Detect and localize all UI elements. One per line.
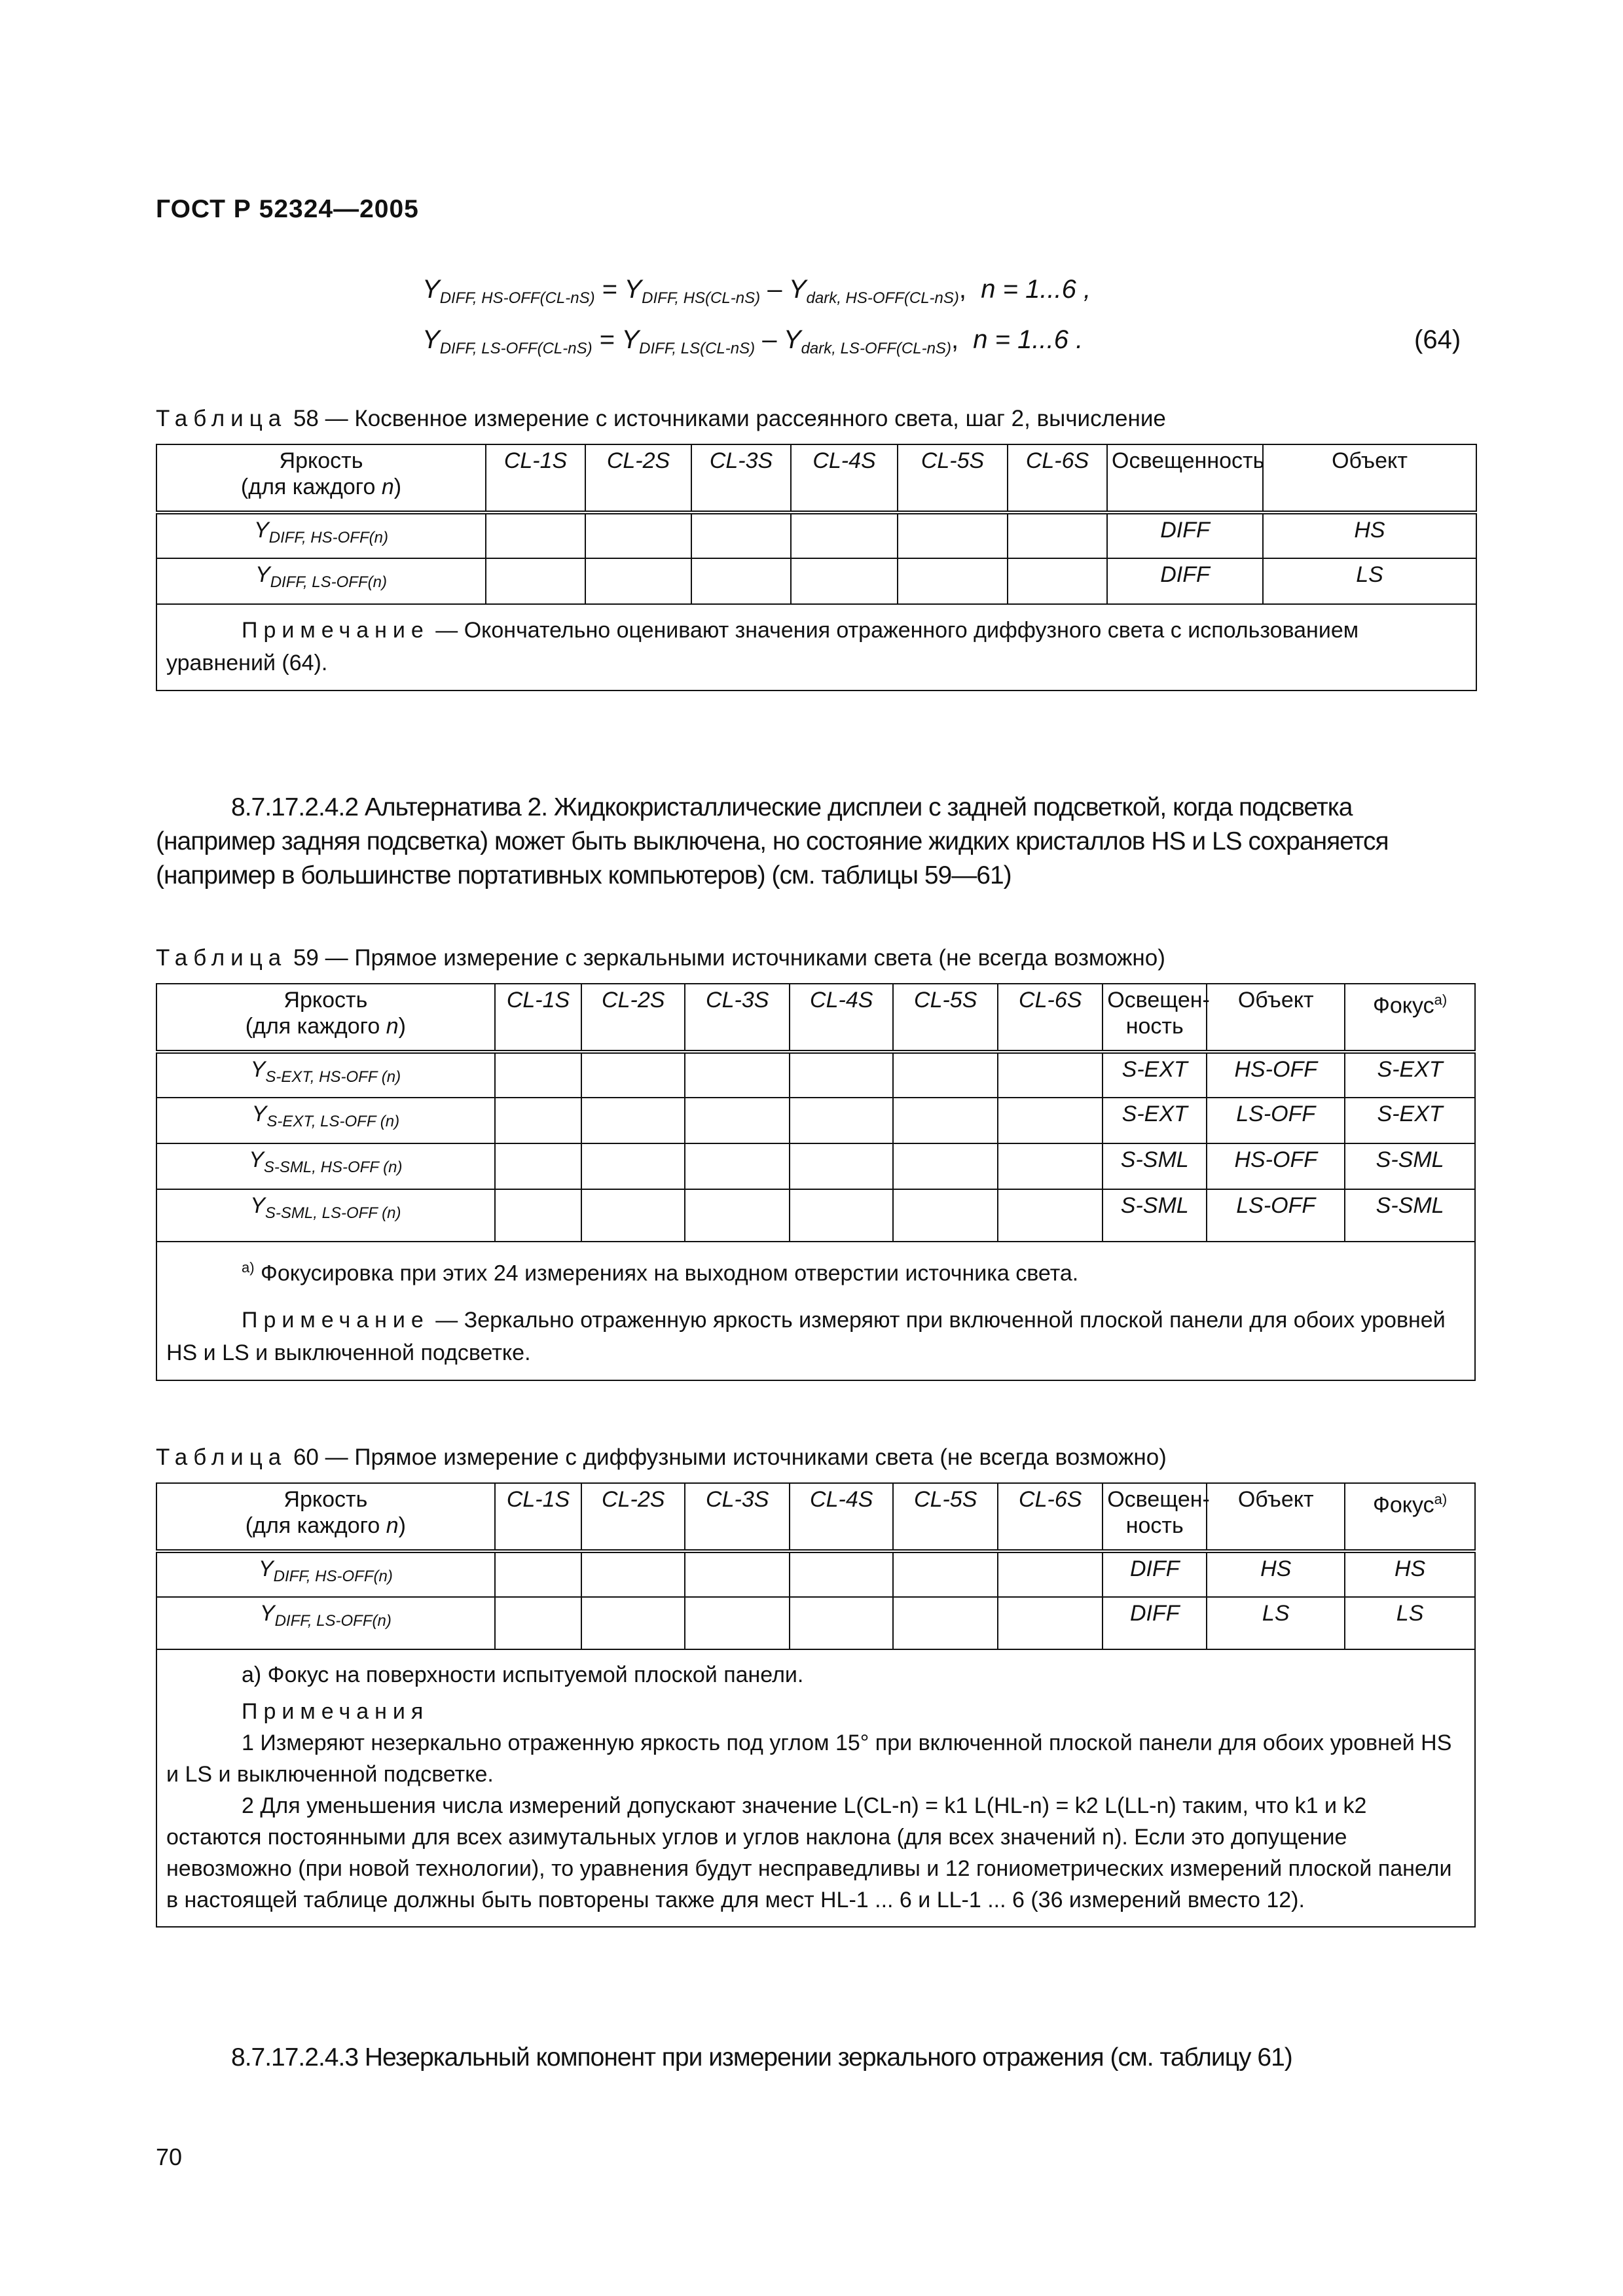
cell-light: S-SML [1103,1143,1207,1189]
header-cell: Объект [1263,444,1476,512]
cell-object: LS-OFF [1207,1098,1345,1143]
header-cell: CL-1S [486,444,585,512]
cell-focus: LS [1345,1597,1475,1649]
table58-caption: Таблица 58 — Косвенное измерение с источниками рассеянного света, шаг 2, вычисление [156,406,1166,431]
cell-object: HS [1263,512,1476,558]
row-label: $Y_{S-SML, LS-OFF (n)}$ [156,1189,495,1242]
row-label: $Y_{S-EXT, HS-OFF (n)}$ [156,1052,495,1098]
header-cell: CL-6S [1008,444,1107,512]
cell-light: DIFF [1107,512,1263,558]
cell-object: HS-OFF [1207,1052,1345,1098]
header-cell: CL-4S [790,1483,893,1551]
equation-2: $Y_{DIFF, LS-OFF(CL-nS)} = Y_{DIFF, LS(CL-nS)} - Y_{dark, LS-OFF(CL-nS)}$, n = 1...6 . [422,325,1084,357]
cell-light: S-EXT [1103,1098,1207,1143]
document-header: ГОСТ Р 52324—2005 [156,195,419,223]
cell-focus: S-SML [1345,1143,1475,1189]
cell-light: S-EXT [1103,1052,1207,1098]
table-60 [156,1482,1476,1928]
header-cell: Яркость (для каждого n) [156,444,486,512]
row-label: $Y_{DIFF, HS-OFF(n)}$ [156,512,486,558]
cell-light: DIFF [1107,558,1263,604]
header-cell: CL-3S [685,1483,790,1551]
header-cell: CL-3S [685,984,790,1052]
cell-focus: HS [1345,1551,1475,1597]
header-cell: CL-1S [495,984,582,1052]
equation-number: (64) [1414,325,1461,354]
header-cell: Фокус$^{а)}$ [1345,984,1475,1052]
cell-light: S-SML [1103,1189,1207,1242]
header-cell: CL-1S [495,1483,582,1551]
header-cell: CL-6S [998,1483,1103,1551]
header-cell: CL-2S [581,1483,685,1551]
cell-object: HS [1207,1551,1345,1597]
table-58 [156,444,1477,691]
header-cell: CL-6S [998,984,1103,1052]
row-label: $Y_{S-SML, HS-OFF (n)}$ [156,1143,495,1189]
equation-1: $Y_{DIFF, HS-OFF(CL-nS)} = Y_{DIFF, HS(CL-nS)} - Y_{dark, HS-OFF(CL-nS)}$, n = 1...6 , [422,275,1091,307]
table59-caption: Таблица 59 — Прямое измерение с зеркальными источниками света (не всегда возможно) [156,945,1165,971]
cell-focus: S-EXT [1345,1052,1475,1098]
header-cell: Яркость (для каждого n) [156,1483,495,1551]
table58-note: Примечание — Окончательно оценивают значения отраженного диффузного света с использованием уравнений (64). [156,604,1476,691]
header-cell: CL-4S [791,444,898,512]
table60-caption: Таблица 60 — Прямое измерение с диффузными источниками света (не всегда возможно) [156,1444,1167,1470]
header-cell: CL-2S [581,984,685,1052]
cell-light: DIFF [1103,1551,1207,1597]
header-cell: Освещенность [1107,444,1263,512]
cell-focus: S-EXT [1345,1098,1475,1143]
table60-note: а) Фокус на поверхности испытуемой плоской панели. Примечания 1 Измеряют незеркально отраженную яркость под углом 15° при включенной плоской панели для обоих уровней HS и LS и выключенной подсветке. 2 Для уменьшения числа измерений допускают значение L(CL-n) = k1 L(HL-n) = k2 L(LL-n) таким, что k1 и k2 остаются постоянными для всех азимутальных углов и углов наклона (для всех значений n). Если это допущение невозможно (при новой технологии), то уравнения будут несправедливы и 12 гониометрических измерений плоской панели в настоящей таблице должны быть повторены также для мест HL-1 ... 6 и LL-1 ... 6 (36 измерений вместо 12). [156,1649,1475,1927]
header-cell: Объект [1207,984,1345,1052]
header-cell: CL-5S [893,984,998,1052]
row-label: $Y_{DIFF, LS-OFF(n)}$ [156,558,486,604]
row-label: $Y_{DIFF, HS-OFF(n)}$ [156,1551,495,1597]
header-cell: Освещен- ность [1103,984,1207,1052]
table59-note: $^{а)}$ Фокусировка при этих 24 измерениях на выходном отверстии источника света. Примечание — Зеркально отраженную яркость измеряют при включенной плоской панели для обоих уровней HS и LS и выключенной подсветке. [156,1242,1475,1380]
paragraph-section: 8.7.17.2.4.3 Незеркальный компонент при измерении зеркального отражения (см. таблицу 61) [231,2043,1292,2072]
header-cell: Яркость (для каждого n) [156,984,495,1052]
cell-object: LS-OFF [1207,1189,1345,1242]
cell-light: DIFF [1103,1597,1207,1649]
cell-object: LS [1207,1597,1345,1649]
header-cell: Объект [1207,1483,1345,1551]
row-label: $Y_{DIFF, LS-OFF(n)}$ [156,1597,495,1649]
paragraph-alt2: 8.7.17.2.4.2 Альтернатива 2. Жидкокристаллические дисплеи с задней подсветкой, когда подсветка (например задняя подсветка) может быть выключена, но состояние жидких кристаллов HS и LS сохраняется (например в большинстве портативных компьютеров) (см. таблицы 59—61) [156,793,1389,889]
table-59 [156,983,1476,1381]
header-cell: CL-5S [898,444,1008,512]
header-cell: CL-5S [893,1483,998,1551]
row-label: $Y_{S-EXT, LS-OFF (n)}$ [156,1098,495,1143]
header-cell: Фокус$^{а)}$ [1345,1483,1475,1551]
cell-object: LS [1263,558,1476,604]
cell-focus: S-SML [1345,1189,1475,1242]
header-cell: CL-4S [790,984,893,1052]
header-cell: CL-3S [691,444,791,512]
cell-object: HS-OFF [1207,1143,1345,1189]
header-cell: CL-2S [585,444,691,512]
header-cell: Освещен- ность [1103,1483,1207,1551]
page-number: 70 [156,2144,183,2170]
